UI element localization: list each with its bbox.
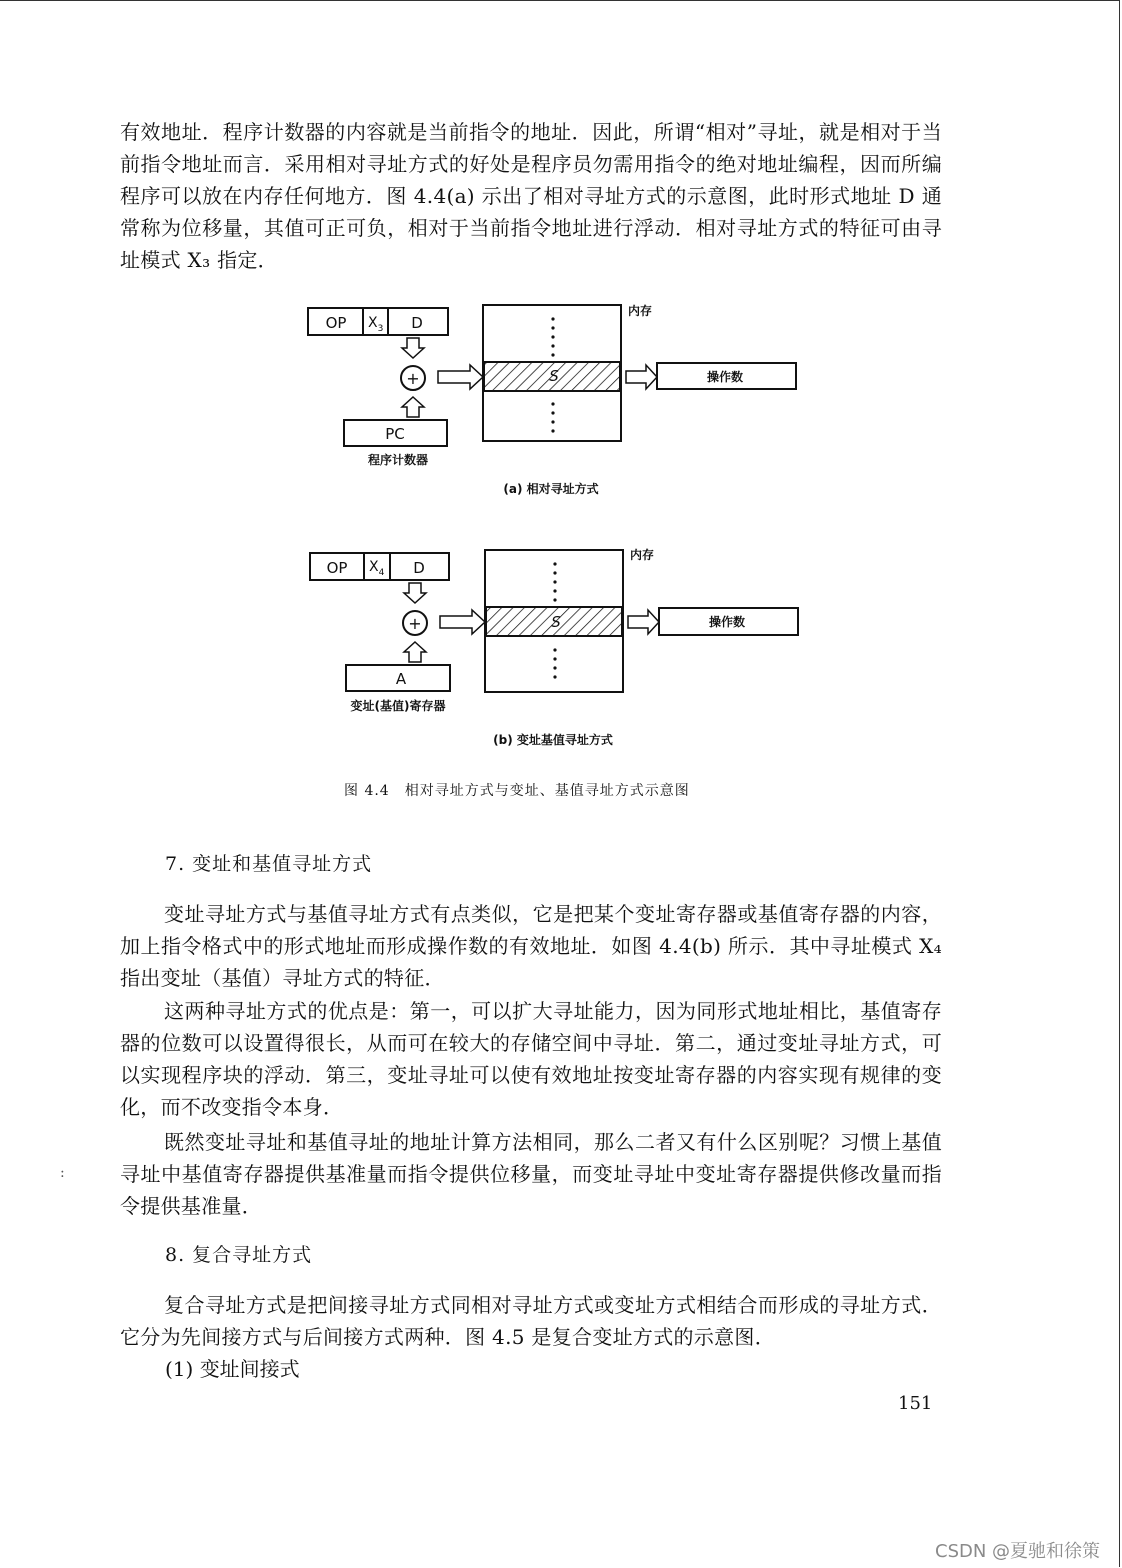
caption-a: (a) 相对寻址方式: [503, 482, 599, 496]
paragraph-index-addressing: 变址寻址方式与基值寻址方式有点类似，它是把某个变址寄存器或基值寄存器的内容，加上指令格式中的形式地址而形成操作数的有效地址．如图 4.4(b) 所示．其中寻址模式 X₄ 指出变址（基值）寻址方式的特征．: [120, 902, 942, 990]
paragraph-advantages: 这两种寻址方式的优点是：第一，可以扩大寻址能力，因为同形式地址相比，基值寄存器的位数可以设置得很长，从而可在较大的存储空间中寻址．第二，通过变址寻址方式，可以实现程序块的浮动．第三，变址寻址可以使有效地址按变址寄存器的内容实现有规律的变化，而不改变指令本身．: [120, 999, 942, 1119]
a-register-text: A: [395, 670, 407, 688]
memory-label-a: 内存: [628, 304, 653, 318]
memory-cell-s-label-b: S: [551, 613, 561, 631]
arrow-down-icon: [402, 338, 424, 358]
adder-plus-a: +: [406, 369, 420, 388]
d-field-b: D: [413, 559, 425, 577]
operand-label-b: 操作数: [708, 615, 746, 629]
arrow-up-icon: [404, 642, 426, 662]
panel-a: [308, 303, 796, 496]
pc-register-text: PC: [385, 425, 405, 443]
page-number: 151: [898, 1393, 933, 1414]
arrow-right-icon: [628, 610, 659, 634]
operand-label-a: 操作数: [706, 370, 744, 384]
section-heading-7: 7. 变址和基值寻址方式: [165, 853, 373, 875]
op-field-b: OP: [326, 559, 348, 577]
arrow-down-icon: [404, 583, 426, 603]
x-mode-subscript-b: 4: [378, 568, 385, 578]
pc-register-label: 程序计数器: [367, 453, 429, 467]
figure-caption: 图 4.4 相对寻址方式与变址、基值寻址方式示意图: [344, 783, 690, 799]
paragraph-difference: 既然变址寻址和基值寻址的地址计算方法相同，那么二者又有什么区别呢？习惯上基值寻址中基值寄存器提供基准量而指令提供位移量，而变址寻址中变址寄存器提供修改量而指令提供基准量．: [120, 1130, 942, 1218]
x-mode-field-a: X: [368, 315, 378, 331]
arrow-right-icon: [440, 610, 485, 634]
watermark: CSDN @夏驰和徐策: [935, 1541, 1101, 1562]
panel-b: [310, 547, 798, 747]
arrow-right-icon: [438, 365, 483, 389]
paragraph-relative-addressing: 有效地址．程序计数器的内容就是当前指令的地址．因此，所谓“相对”寻址，就是相对于当前指令地址而言．采用相对寻址方式的好处是程序员勿需用指令的绝对地址编程，因而所编程序可以放在内存任何地方．图 4.4(a) 示出了相对寻址方式的示意图，此时形式地址 D 通常称为位移量，其值可正可负，相对于当前指令地址进行浮动．相对寻址方式的特征可由寻址模式 X₃ 指定．: [120, 120, 942, 272]
memory-label-b: 内存: [630, 548, 655, 562]
x-mode-subscript-a: 3: [377, 324, 384, 334]
stray-mark: :: [60, 1165, 65, 1181]
adder-plus-b: +: [408, 614, 422, 633]
arrow-right-icon: [626, 365, 657, 389]
a-register-label: 变址(基值)寄存器: [350, 699, 446, 713]
d-field-a: D: [411, 314, 423, 332]
paragraph-compound-addressing: 复合寻址方式是把间接寻址方式同相对寻址方式或变址方式相结合而形成的寻址方式．它分为先间接方式与后间接方式两种．图 4.5 是复合变址方式的示意图．: [120, 1293, 942, 1349]
x-mode-field-b: X: [369, 559, 379, 575]
section-heading-8: 8. 复合寻址方式: [165, 1244, 313, 1266]
caption-b: (b) 变址基值寻址方式: [493, 733, 613, 747]
arrow-up-icon: [402, 397, 424, 417]
memory-cell-s-label-a: S: [549, 367, 559, 385]
op-field-a: OP: [325, 314, 347, 332]
list-item-index-indirect: (1) 变址间接式: [165, 1357, 300, 1381]
